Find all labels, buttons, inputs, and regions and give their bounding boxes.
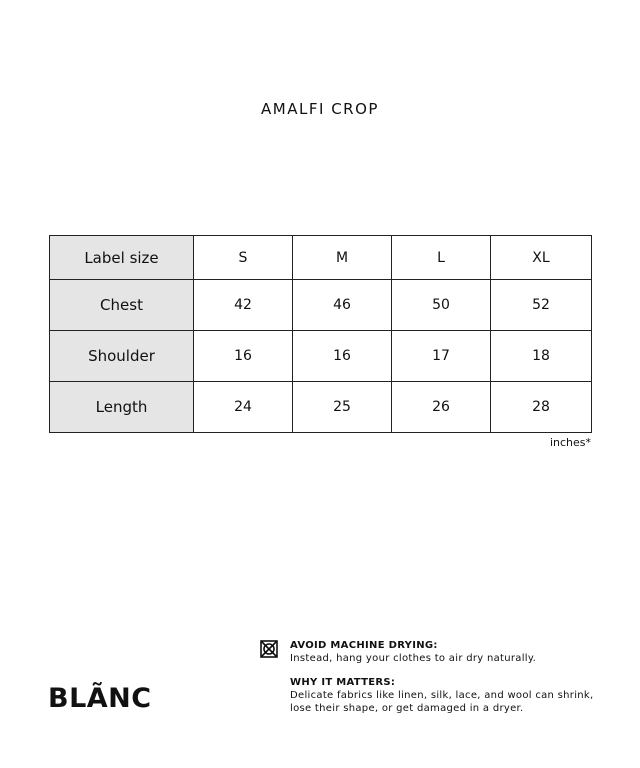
table-cell: 18 — [491, 331, 592, 382]
care-why — [290, 676, 610, 715]
header-cell-label-size: Label size — [50, 236, 194, 280]
header-cell-l: L — [392, 236, 491, 280]
table-cell: 16 — [293, 331, 392, 382]
table-row-chest — [50, 280, 592, 331]
brand-logo: BLÃNC — [48, 683, 152, 714]
table-row-length — [50, 382, 592, 433]
table-cell: 26 — [392, 382, 491, 433]
care-why-heading: WHY IT MATTERS: — [290, 677, 396, 688]
header-cell-s: S — [194, 236, 293, 280]
care-warning — [290, 639, 610, 665]
do-not-tumble-dry-icon — [260, 640, 278, 658]
table-cell: 16 — [194, 331, 293, 382]
table-cell: 24 — [194, 382, 293, 433]
row-label: Length — [50, 382, 194, 433]
table-header-row — [50, 236, 592, 280]
header-cell-xl: XL — [491, 236, 592, 280]
care-warning-heading: AVOID MACHINE DRYING: — [290, 640, 438, 651]
header-cell-m: M — [293, 236, 392, 280]
table-cell: 46 — [293, 280, 392, 331]
table-cell: 25 — [293, 382, 392, 433]
care-why-line-1: Delicate fabrics like linen, silk, lace, and wool can shrink, — [290, 690, 594, 701]
table-cell: 17 — [392, 331, 491, 382]
table-cell: 42 — [194, 280, 293, 331]
table-cell: 52 — [491, 280, 592, 331]
care-why-line-2: lose their shape, or get damaged in a dryer. — [290, 703, 524, 714]
product-title: AMALFI CROP — [261, 100, 379, 118]
table-row-shoulder — [50, 331, 592, 382]
table-cell: 28 — [491, 382, 592, 433]
care-warning-text: Instead, hang your clothes to air dry naturally. — [290, 653, 537, 664]
units-note: inches* — [549, 436, 591, 449]
size-chart-table — [49, 235, 592, 433]
row-label: Chest — [50, 280, 194, 331]
row-label: Shoulder — [50, 331, 194, 382]
table-cell: 50 — [392, 280, 491, 331]
